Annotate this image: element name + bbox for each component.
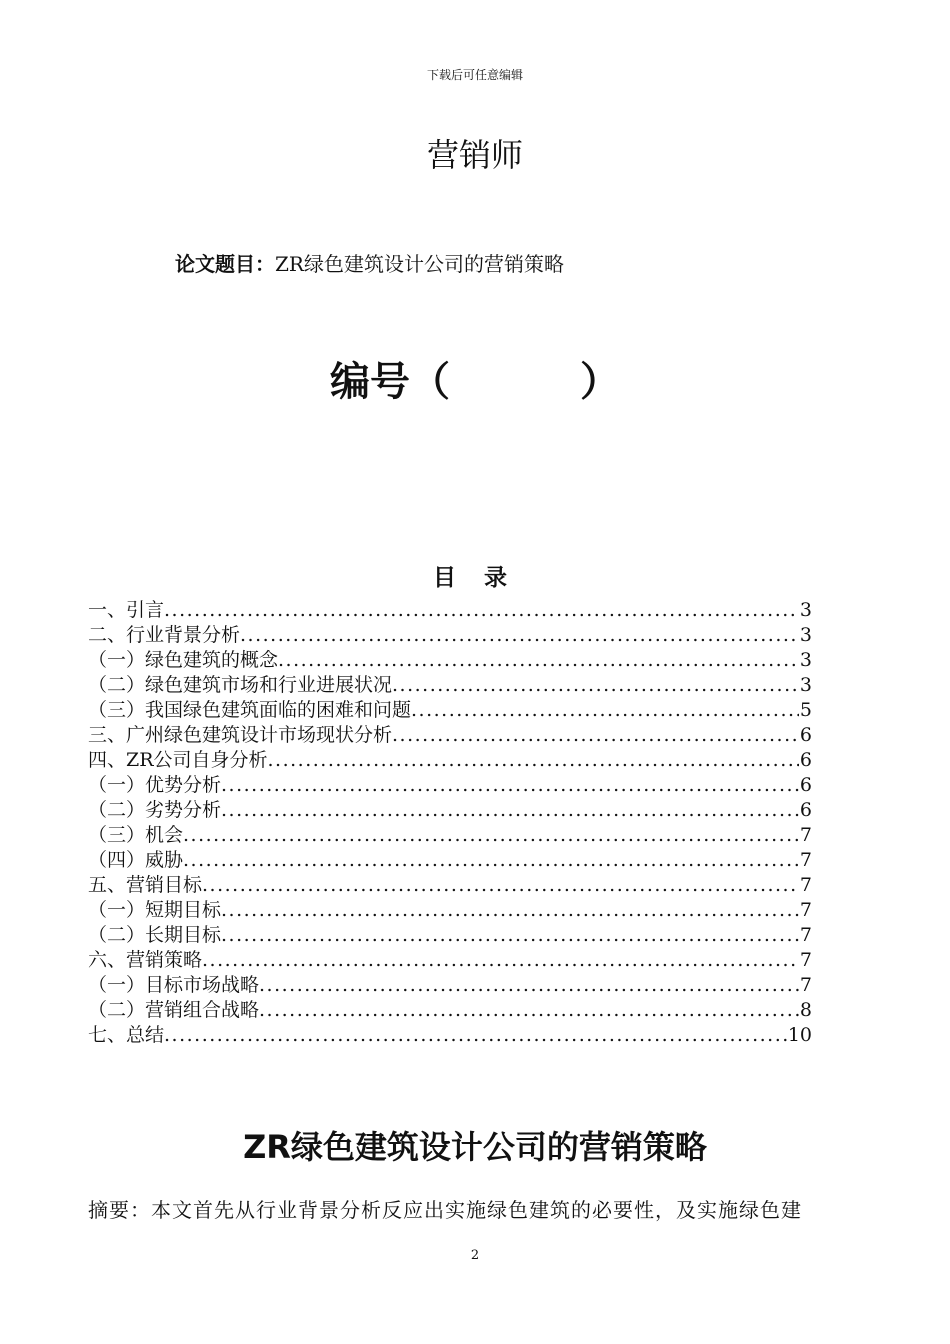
toc-entry-label: （一）短期目标	[88, 899, 222, 921]
toc-entry-page: 3	[799, 674, 812, 696]
toc-entry-page: 7	[799, 849, 812, 871]
toc-entry-label: 六、营销策略	[88, 949, 203, 971]
toc-entry-page: 7	[799, 974, 812, 996]
main-title: ZR绿色建筑设计公司的营销策略	[243, 1128, 707, 1166]
thesis-title-line	[175, 248, 564, 277]
toc-entry-page: 6	[799, 774, 812, 796]
document-type-title: 营销师	[426, 136, 523, 174]
toc-entry-label: 二、行业背景分析	[88, 624, 241, 646]
toc-entry-label: （三）我国绿色建筑面临的困难和问题	[88, 699, 412, 721]
toc-leader-dots	[278, 648, 799, 673]
toc-entry[interactable]	[88, 598, 812, 623]
toc-entry-page: 7	[799, 924, 812, 946]
toc-entry-page: 7	[799, 874, 812, 896]
page-number: 2	[470, 1248, 480, 1263]
toc-entry-page: 6	[799, 724, 812, 746]
toc-entry-label: 七、总结	[88, 1024, 165, 1046]
toc-entry[interactable]	[88, 723, 812, 748]
toc-entry-page: 6	[799, 799, 812, 821]
toc-heading: 目 录	[432, 565, 517, 591]
toc-entry-label: （二）长期目标	[88, 924, 222, 946]
toc-entry-label: （一）目标市场战略	[88, 974, 260, 996]
number-close-paren: ）	[580, 359, 620, 405]
toc-entry[interactable]	[88, 648, 812, 673]
toc-leader-dots	[392, 723, 799, 748]
toc-entry-label: 三、广州绿色建筑设计市场现状分析	[88, 724, 393, 746]
toc-entry-label: （四）威胁	[88, 849, 184, 871]
toc-entry[interactable]	[88, 798, 812, 823]
toc-entry-page: 3	[799, 649, 812, 671]
number-field	[330, 350, 620, 407]
table-of-contents	[88, 598, 812, 1048]
toc-leader-dots	[202, 948, 799, 973]
toc-leader-dots	[240, 623, 799, 648]
toc-entry[interactable]	[88, 748, 812, 773]
toc-leader-dots	[183, 823, 799, 848]
toc-entry[interactable]	[88, 998, 812, 1023]
toc-entry-page: 5	[799, 699, 812, 721]
toc-entry-label: 五、营销目标	[88, 874, 203, 896]
toc-entry-page: 7	[799, 899, 812, 921]
toc-entry[interactable]	[88, 623, 812, 648]
number-label: 编号（	[330, 359, 450, 405]
toc-entry-label: （一）优势分析	[88, 774, 222, 796]
toc-leader-dots	[411, 698, 799, 723]
toc-entry[interactable]	[88, 873, 812, 898]
toc-entry[interactable]	[88, 1023, 812, 1048]
toc-entry-page: 8	[799, 999, 812, 1021]
toc-entry-label: （二）劣势分析	[88, 799, 222, 821]
toc-leader-dots	[392, 673, 799, 698]
toc-entry[interactable]	[88, 848, 812, 873]
toc-entry-label: （三）机会	[88, 824, 184, 846]
toc-entry[interactable]	[88, 773, 812, 798]
toc-entry-page: 3	[799, 599, 812, 621]
toc-entry[interactable]	[88, 948, 812, 973]
toc-leader-dots	[221, 798, 799, 823]
toc-entry-page: 7	[799, 824, 812, 846]
toc-entry[interactable]	[88, 898, 812, 923]
toc-leader-dots	[202, 873, 799, 898]
toc-entry-page: 7	[799, 949, 812, 971]
toc-entry-label: （二）绿色建筑市场和行业进展状况	[88, 674, 393, 696]
toc-entry-page: 6	[799, 749, 812, 771]
toc-leader-dots	[259, 998, 799, 1023]
toc-entry-label: 四、ZR公司自身分析	[88, 749, 268, 771]
toc-leader-dots	[164, 598, 799, 623]
toc-leader-dots	[268, 748, 799, 773]
header-note: 下载后可任意编辑	[426, 68, 523, 82]
toc-entry[interactable]	[88, 698, 812, 723]
thesis-title-text: ZR绿色建筑设计公司的营销策略	[275, 252, 564, 276]
toc-leader-dots	[221, 923, 799, 948]
toc-leader-dots	[164, 1023, 787, 1048]
toc-entry[interactable]	[88, 823, 812, 848]
toc-entry-page: 10	[787, 1024, 812, 1046]
toc-entry[interactable]	[88, 973, 812, 998]
toc-leader-dots	[221, 773, 799, 798]
toc-entry[interactable]	[88, 923, 812, 948]
toc-entry-label: （二）营销组合战略	[88, 999, 260, 1021]
toc-leader-dots	[221, 898, 799, 923]
thesis-title-label: 论文题目：	[175, 252, 275, 276]
toc-leader-dots	[183, 848, 799, 873]
toc-leader-dots	[259, 973, 799, 998]
abstract-text: 摘要：本文首先从行业背景分析反应出实施绿色建筑的必要性，及实施绿色建	[88, 1198, 802, 1222]
toc-entry-label: （一）绿色建筑的概念	[88, 649, 279, 671]
toc-entry-page: 3	[799, 624, 812, 646]
toc-entry-label: 一、引言	[88, 599, 165, 621]
toc-entry[interactable]	[88, 673, 812, 698]
